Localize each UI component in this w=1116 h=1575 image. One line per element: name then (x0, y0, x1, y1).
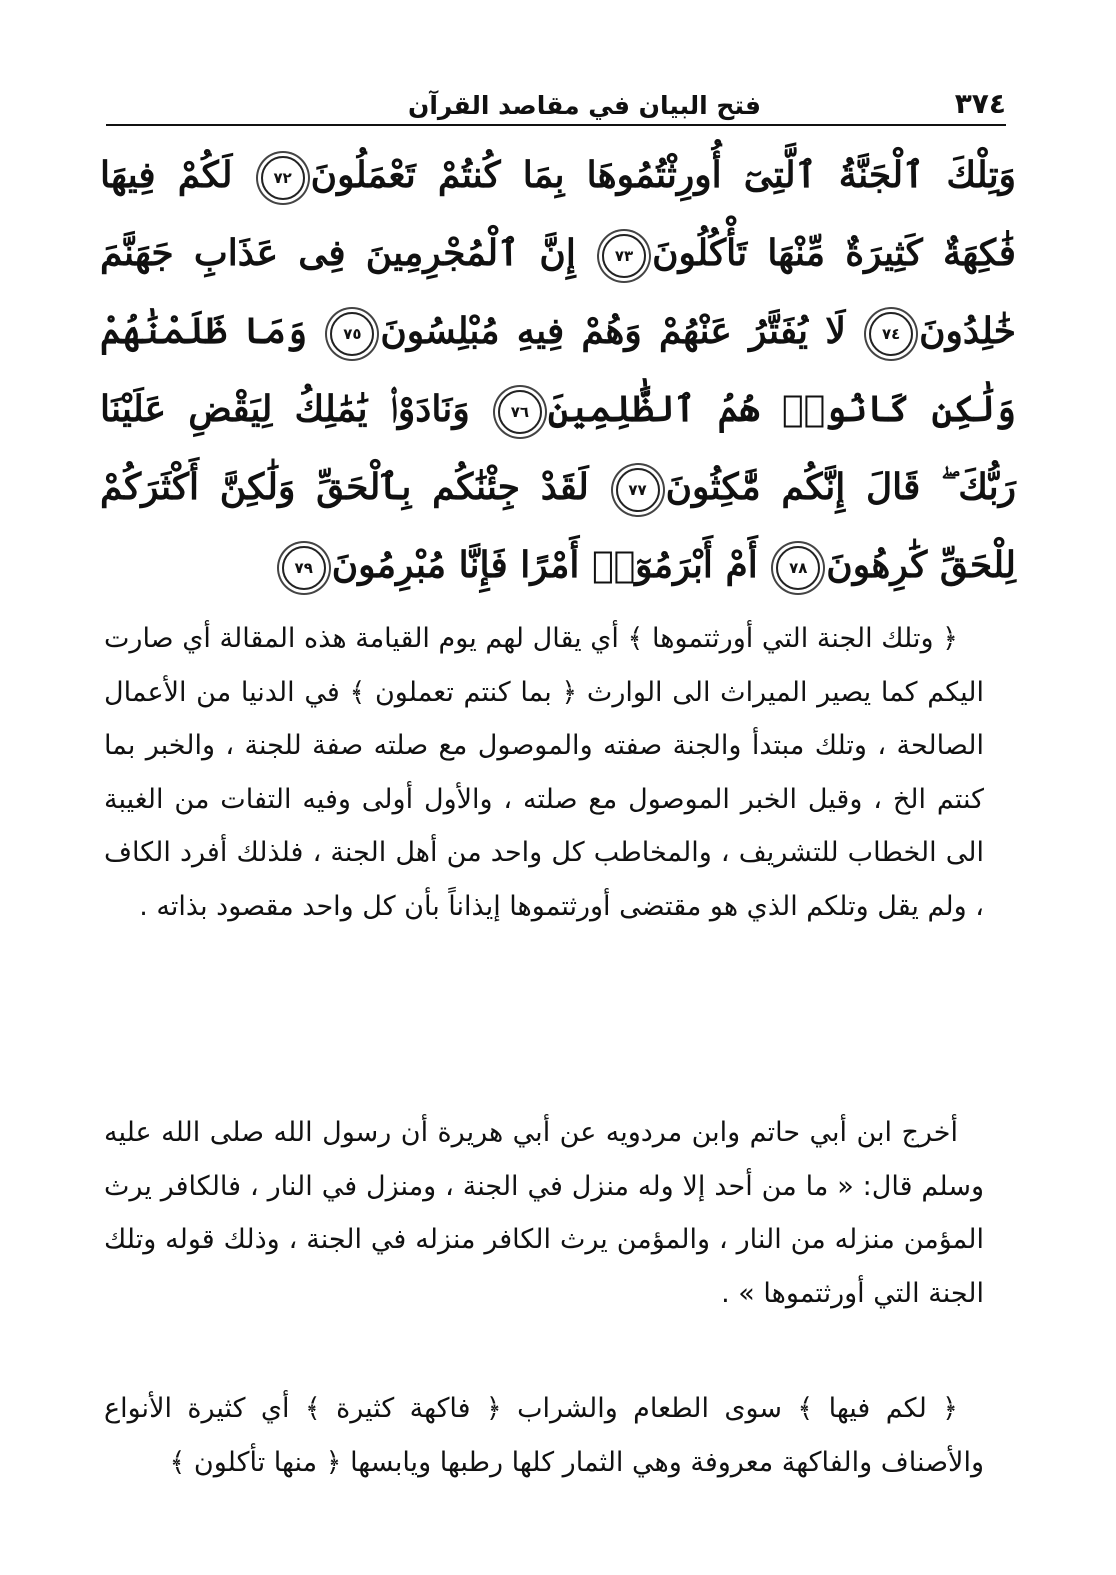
commentary-paragraph (104, 1382, 984, 1489)
ayah-number-marker: ٧٣ (602, 234, 646, 278)
commentary-paragraph (104, 612, 984, 933)
verse-text: لَا يُفَتَّرُ عَنْهُمْ وَهُمْ فِيهِ مُبْلِسُونَ (380, 310, 846, 352)
verse-text: وَنَادَوْا۟ يَٰمَٰلِكُ لِيَقْضِ عَلَيْنَا رَبُّكَ ۖ قَالَ إِنَّكُم مَّٰكِثُونَ (100, 388, 1016, 508)
ayah-number-marker: ٧٢ (261, 156, 305, 200)
commentary-text: ﴿ وتلك الجنة التي أورثتموها ﴾ أي يقال لهم يوم القيامة هذه المقالة أي صارت اليكم كما يصير الميراث الى الوارث ﴿ بما كنتم تعملون ﴾ في الدنيا من الأعمال الصالحة ، وتلك مبتدأ والجنة صفته والموصول مع صلته صفة للجنة ، والخبر بما كنتم الخ ، وقيل الخبر الموصول مع صلته ، والأول أولى وفيه التفات من الغيبة الى الخطاب للتشريف ، والمخاطب كل واحد من أهل الجنة ، فلذلك أفرد الكاف ، ولم يقل وتلكم الذي هو مقتضى أورثتموها إيذاناً بأن كل واحد مقصود بذاته . (104, 623, 984, 922)
header-rule (106, 124, 1006, 126)
commentary-paragraph (104, 1106, 984, 1320)
verse-text: لَقَدْ جِئْنَٰكُم بِٱلْحَقِّ وَلَٰكِنَّ أَكْثَرَكُمْ لِلْحَقِّ كَٰرِهُونَ (100, 466, 1016, 586)
ayah-number-marker: ٧٨ (776, 546, 820, 590)
verse-text: لَكُمْ فِيهَا فَٰكِهَةٌ كَثِيرَةٌ مِّنْهَا تَأْكُلُونَ (100, 154, 1016, 274)
verse-text: وَمَا ظَلَمْنَٰهُمْ وَلَٰكِن كَانُوا۟ هُمُ ٱلظَّٰلِمِينَ (100, 310, 1016, 430)
ayah-number-marker: ٧٩ (282, 546, 326, 590)
quran-verse (324, 310, 846, 352)
ayah-number-marker: ٧٥ (330, 312, 374, 356)
commentary-text: ﴿ لكم فيها ﴾ سوى الطعام والشراب ﴿ فاكهة كثيرة ﴾ أي كثيرة الأنواع والأصناف والفاكهة معروفة وهي الثمار كلها رطبها ويابسها ﴿ منها تأكلون ﴾ (104, 1393, 984, 1478)
running-title: فتح البيان في مقاصد القرآن (408, 91, 762, 120)
ayah-number-marker: ٧٧ (616, 468, 660, 512)
page-number: ٣٧٤ (954, 87, 1006, 120)
verse-text: أَمْ أَبْرَمُوٓا۟ أَمْرًا فَإِنَّا مُبْرِمُونَ (331, 544, 758, 586)
commentary-text: أخرج ابن أبي حاتم وابن مردويه عن أبي هريرة أن رسول الله صلى الله عليه وسلم قال: « ما من أحد إلا وله منزل في الجنة ، ومنزل في النار ، فالكافر يرث المؤمن منزله من النار ، والمؤمن يرث الكافر منزله في الجنة ، وذلك قوله وتلك الجنة التي أورثتموها » . (104, 1117, 984, 1309)
verse-text: وَتِلْكَ ٱلْجَنَّةُ ٱلَّتِىٓ أُورِثْتُمُوهَا بِمَا كُنتُمْ تَعْمَلُونَ (310, 154, 1016, 196)
ayah-number-marker: ٧٦ (498, 390, 542, 434)
quran-verses-block (100, 136, 1016, 586)
quran-verse (276, 544, 758, 586)
page-header (108, 78, 1006, 120)
quran-verse (255, 154, 1016, 196)
ayah-number-marker: ٧٤ (869, 312, 913, 356)
verse-text: إِنَّ ٱلْمُجْرِمِينَ فِى عَذَابِ جَهَنَّمَ خَٰلِدُونَ (100, 232, 1016, 352)
